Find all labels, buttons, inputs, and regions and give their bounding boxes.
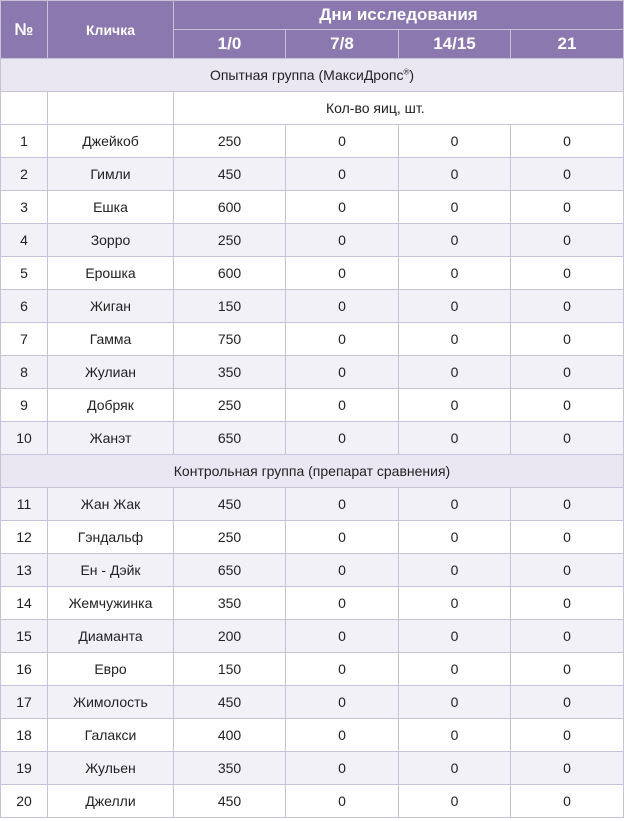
group-title-text: Опытная группа (МаксиДропс [209, 67, 404, 83]
cell-value-day-14: 0 [399, 554, 511, 587]
table-row [1, 389, 624, 422]
control-group-body [1, 455, 624, 818]
cell-value-day-21: 0 [511, 356, 624, 389]
table-row [1, 587, 624, 620]
col-header-name: Кличка [48, 1, 174, 59]
cell-value-day-21: 0 [511, 587, 624, 620]
table-row [1, 620, 624, 653]
cell-value-day-7: 0 [286, 323, 399, 356]
col-header-number: № [1, 1, 48, 59]
cell-value-day-1: 450 [174, 488, 286, 521]
cell-name: Джейкоб [48, 125, 174, 158]
unit-label: Кол-во яиц, шт. [174, 92, 624, 125]
cell-number: 16 [1, 653, 48, 686]
cell-value-day-1: 200 [174, 620, 286, 653]
table-row [1, 521, 624, 554]
cell-value-day-14: 0 [399, 620, 511, 653]
cell-number: 17 [1, 686, 48, 719]
empty-cell [1, 92, 48, 125]
cell-name: Гимли [48, 158, 174, 191]
cell-number: 14 [1, 587, 48, 620]
cell-value-day-21: 0 [511, 785, 624, 818]
cell-value-day-21: 0 [511, 323, 624, 356]
cell-value-day-14: 0 [399, 488, 511, 521]
cell-value-day-1: 650 [174, 422, 286, 455]
cell-number: 8 [1, 356, 48, 389]
cell-value-day-21: 0 [511, 224, 624, 257]
cell-number: 3 [1, 191, 48, 224]
table-row [1, 191, 624, 224]
cell-value-day-14: 0 [399, 521, 511, 554]
cell-number: 12 [1, 521, 48, 554]
cell-value-day-1: 150 [174, 290, 286, 323]
cell-number: 2 [1, 158, 48, 191]
cell-value-day-1: 650 [174, 554, 286, 587]
table-row [1, 554, 624, 587]
cell-name: Жиган [48, 290, 174, 323]
table-row [1, 422, 624, 455]
cell-number: 11 [1, 488, 48, 521]
cell-value-day-1: 750 [174, 323, 286, 356]
cell-value-day-7: 0 [286, 653, 399, 686]
cell-value-day-7: 0 [286, 521, 399, 554]
cell-name: Евро [48, 653, 174, 686]
col-header-day: 14/15 [399, 30, 511, 59]
cell-value-day-7: 0 [286, 554, 399, 587]
cell-number: 6 [1, 290, 48, 323]
cell-value-day-7: 0 [286, 125, 399, 158]
cell-value-day-21: 0 [511, 620, 624, 653]
cell-name: Ен - Дэйк [48, 554, 174, 587]
cell-value-day-21: 0 [511, 125, 624, 158]
cell-number: 7 [1, 323, 48, 356]
cell-number: 9 [1, 389, 48, 422]
cell-value-day-14: 0 [399, 719, 511, 752]
cell-value-day-1: 350 [174, 587, 286, 620]
cell-value-day-14: 0 [399, 785, 511, 818]
cell-value-day-7: 0 [286, 587, 399, 620]
cell-value-day-14: 0 [399, 653, 511, 686]
cell-value-day-14: 0 [399, 125, 511, 158]
col-header-day: 21 [511, 30, 624, 59]
table-row [1, 125, 624, 158]
cell-number: 15 [1, 620, 48, 653]
cell-number: 1 [1, 125, 48, 158]
cell-value-day-14: 0 [399, 224, 511, 257]
col-header-study-days: Дни исследования [174, 1, 624, 30]
group-title-end: ) [409, 67, 415, 83]
cell-value-day-1: 250 [174, 224, 286, 257]
cell-value-day-7: 0 [286, 257, 399, 290]
cell-value-day-14: 0 [399, 422, 511, 455]
cell-value-day-1: 250 [174, 521, 286, 554]
cell-number: 19 [1, 752, 48, 785]
cell-name: Ерошка [48, 257, 174, 290]
table-row [1, 719, 624, 752]
table-row [1, 488, 624, 521]
cell-value-day-1: 250 [174, 125, 286, 158]
cell-value-day-7: 0 [286, 422, 399, 455]
table-row [1, 158, 624, 191]
cell-number: 10 [1, 422, 48, 455]
cell-name: Добряк [48, 389, 174, 422]
cell-value-day-21: 0 [511, 389, 624, 422]
cell-value-day-1: 600 [174, 191, 286, 224]
cell-value-day-7: 0 [286, 785, 399, 818]
cell-value-day-21: 0 [511, 158, 624, 191]
cell-number: 13 [1, 554, 48, 587]
cell-value-day-1: 350 [174, 356, 286, 389]
cell-value-day-14: 0 [399, 158, 511, 191]
cell-value-day-14: 0 [399, 686, 511, 719]
cell-value-day-7: 0 [286, 389, 399, 422]
cell-value-day-1: 250 [174, 389, 286, 422]
cell-value-day-14: 0 [399, 257, 511, 290]
cell-value-day-1: 350 [174, 752, 286, 785]
cell-value-day-21: 0 [511, 653, 624, 686]
cell-value-day-14: 0 [399, 587, 511, 620]
cell-name: Гэндальф [48, 521, 174, 554]
cell-value-day-7: 0 [286, 752, 399, 785]
table-row [1, 686, 624, 719]
cell-name: Жанэт [48, 422, 174, 455]
table-row [1, 290, 624, 323]
table-row [1, 224, 624, 257]
cell-name: Жулиан [48, 356, 174, 389]
table-row [1, 785, 624, 818]
table-row [1, 323, 624, 356]
cell-name: Галакси [48, 719, 174, 752]
cell-value-day-14: 0 [399, 191, 511, 224]
cell-value-day-7: 0 [286, 719, 399, 752]
cell-value-day-7: 0 [286, 224, 399, 257]
cell-name: Гамма [48, 323, 174, 356]
cell-name: Ешка [48, 191, 174, 224]
cell-value-day-7: 0 [286, 356, 399, 389]
cell-value-day-1: 450 [174, 158, 286, 191]
table-row [1, 653, 624, 686]
cell-value-day-21: 0 [511, 257, 624, 290]
cell-number: 20 [1, 785, 48, 818]
table-row [1, 356, 624, 389]
cell-value-day-21: 0 [511, 686, 624, 719]
group-title-control: Контрольная группа (препарат сравнения) [1, 455, 624, 488]
cell-name: Диаманта [48, 620, 174, 653]
cell-value-day-21: 0 [511, 422, 624, 455]
cell-value-day-21: 0 [511, 752, 624, 785]
cell-name: Жемчужинка [48, 587, 174, 620]
cell-value-day-14: 0 [399, 752, 511, 785]
cell-value-day-14: 0 [399, 356, 511, 389]
cell-value-day-14: 0 [399, 389, 511, 422]
cell-name: Джелли [48, 785, 174, 818]
cell-value-day-7: 0 [286, 191, 399, 224]
empty-cell [48, 92, 174, 125]
group-title-sup: ® [403, 67, 410, 77]
cell-name: Жан Жак [48, 488, 174, 521]
col-header-day: 1/0 [174, 30, 286, 59]
cell-value-day-21: 0 [511, 719, 624, 752]
experimental-group-body [1, 59, 624, 455]
cell-name: Жульен [48, 752, 174, 785]
cell-value-day-14: 0 [399, 323, 511, 356]
group-title-experimental [1, 59, 624, 92]
col-header-day: 7/8 [286, 30, 399, 59]
table-row [1, 257, 624, 290]
cell-value-day-7: 0 [286, 686, 399, 719]
cell-number: 4 [1, 224, 48, 257]
table-row [1, 752, 624, 785]
cell-value-day-21: 0 [511, 554, 624, 587]
cell-value-day-21: 0 [511, 521, 624, 554]
cell-value-day-21: 0 [511, 488, 624, 521]
cell-name: Зорро [48, 224, 174, 257]
cell-value-day-1: 400 [174, 719, 286, 752]
cell-number: 5 [1, 257, 48, 290]
cell-value-day-7: 0 [286, 620, 399, 653]
cell-value-day-7: 0 [286, 290, 399, 323]
cell-value-day-1: 600 [174, 257, 286, 290]
cell-value-day-7: 0 [286, 488, 399, 521]
cell-value-day-14: 0 [399, 290, 511, 323]
cell-value-day-1: 450 [174, 686, 286, 719]
cell-value-day-7: 0 [286, 158, 399, 191]
cell-name: Жимолость [48, 686, 174, 719]
cell-value-day-21: 0 [511, 191, 624, 224]
cell-value-day-21: 0 [511, 290, 624, 323]
cell-number: 18 [1, 719, 48, 752]
cell-value-day-1: 150 [174, 653, 286, 686]
cell-value-day-1: 450 [174, 785, 286, 818]
